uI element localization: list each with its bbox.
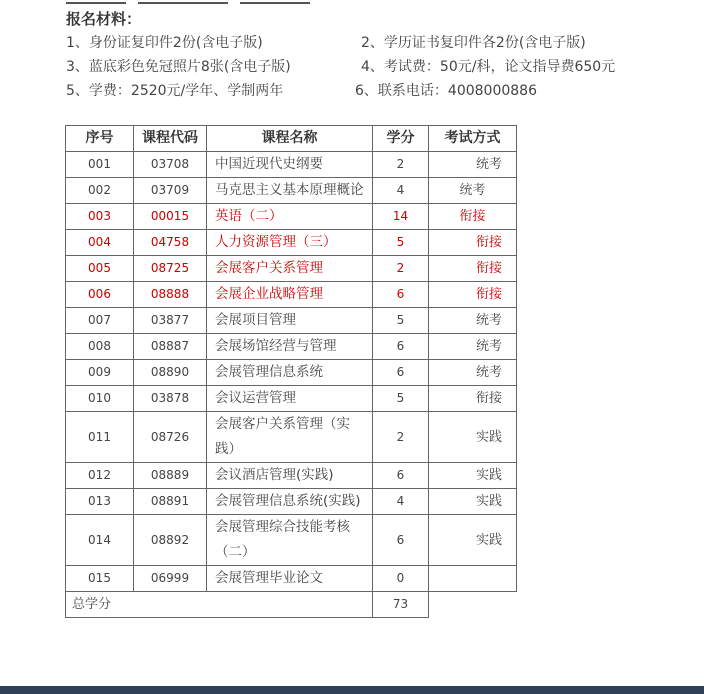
table-row (66, 386, 517, 412)
row-exam: 实践 (429, 463, 517, 489)
row-no: 015 (66, 566, 134, 592)
header-credit: 学分 (373, 126, 429, 152)
requirement-item: 5、学费：2520元/学年、学制两年 (66, 83, 284, 99)
header-no: 序号 (66, 126, 134, 152)
row-name: 英语（二） (207, 204, 373, 230)
cropped-text-fragment (66, 0, 366, 4)
header-exam: 考试方式 (429, 126, 517, 152)
row-no: 013 (66, 489, 134, 515)
row-name: 会展管理毕业论文 (207, 566, 373, 592)
requirements-title: 报名材料： (66, 10, 142, 28)
header-code: 课程代码 (134, 126, 207, 152)
row-name: 会展管理综合技能考核（二） (207, 515, 373, 566)
row-no: 001 (66, 152, 134, 178)
row-name: 会议运营管理 (207, 386, 373, 412)
row-exam: 实践 (429, 412, 517, 463)
row-no: 012 (66, 463, 134, 489)
row-credit: 5 (373, 230, 429, 256)
row-code: 04758 (134, 230, 207, 256)
row-no: 008 (66, 334, 134, 360)
row-exam: 实践 (429, 489, 517, 515)
row-no: 011 (66, 412, 134, 463)
row-credit: 2 (373, 256, 429, 282)
table-row (66, 230, 517, 256)
row-credit: 0 (373, 566, 429, 592)
total-empty-cell (429, 592, 517, 618)
row-name: 会议酒店管理(实践) (207, 463, 373, 489)
row-code: 06999 (134, 566, 207, 592)
table-row (66, 515, 517, 566)
table-row (66, 334, 517, 360)
row-code: 08889 (134, 463, 207, 489)
row-exam: 衔接 (429, 386, 517, 412)
table-row (66, 152, 517, 178)
row-code: 08888 (134, 282, 207, 308)
row-exam: 衔接 (429, 204, 517, 230)
row-name: 中国近现代史纲要 (207, 152, 373, 178)
row-exam: 统考 (429, 178, 517, 204)
row-code: 08725 (134, 256, 207, 282)
table-row (66, 282, 517, 308)
row-credit: 6 (373, 334, 429, 360)
row-credit: 4 (373, 489, 429, 515)
row-credit: 14 (373, 204, 429, 230)
table-row (66, 308, 517, 334)
row-credit: 6 (373, 463, 429, 489)
requirement-item: 6、联系电话：4008000886 (355, 83, 537, 99)
row-name: 会展企业战略管理 (207, 282, 373, 308)
row-no: 002 (66, 178, 134, 204)
row-code: 08891 (134, 489, 207, 515)
row-credit: 5 (373, 386, 429, 412)
row-name: 会展场馆经营与管理 (207, 334, 373, 360)
row-no: 006 (66, 282, 134, 308)
row-exam: 统考 (429, 152, 517, 178)
row-no: 003 (66, 204, 134, 230)
row-code: 00015 (134, 204, 207, 230)
row-credit: 4 (373, 178, 429, 204)
row-name: 会展客户关系管理（实践） (207, 412, 373, 463)
row-code: 08887 (134, 334, 207, 360)
row-exam: 实践 (429, 515, 517, 566)
row-no: 010 (66, 386, 134, 412)
row-credit: 2 (373, 412, 429, 463)
table-header-row (66, 126, 517, 152)
row-credit: 2 (373, 152, 429, 178)
total-credit: 73 (373, 592, 429, 618)
requirement-item: 2、学历证书复印件各2份(含电子版) (361, 35, 586, 51)
row-code: 03709 (134, 178, 207, 204)
total-label: 总学分 (66, 592, 373, 618)
row-name: 人力资源管理（三） (207, 230, 373, 256)
row-no: 005 (66, 256, 134, 282)
table-row (66, 489, 517, 515)
row-credit: 5 (373, 308, 429, 334)
row-no: 007 (66, 308, 134, 334)
footer-bar (0, 686, 704, 694)
row-exam: 衔接 (429, 282, 517, 308)
row-code: 03878 (134, 386, 207, 412)
row-name: 会展项目管理 (207, 308, 373, 334)
row-code: 08890 (134, 360, 207, 386)
row-credit: 6 (373, 282, 429, 308)
table-row (66, 412, 517, 463)
row-code: 03877 (134, 308, 207, 334)
row-no: 014 (66, 515, 134, 566)
row-exam: 衔接 (429, 230, 517, 256)
requirement-item: 4、考试费：50元/科，论文指导费650元 (361, 59, 616, 75)
row-name: 会展管理信息系统(实践) (207, 489, 373, 515)
row-name: 会展管理信息系统 (207, 360, 373, 386)
requirement-item: 3、蓝底彩色免冠照片8张(含电子版) (66, 59, 291, 75)
row-credit: 6 (373, 360, 429, 386)
table-row (66, 178, 517, 204)
table-row (66, 566, 517, 592)
table-row (66, 360, 517, 386)
row-code: 03708 (134, 152, 207, 178)
row-credit: 6 (373, 515, 429, 566)
row-code: 08726 (134, 412, 207, 463)
table-row (66, 204, 517, 230)
row-name: 会展客户关系管理 (207, 256, 373, 282)
total-row (66, 592, 517, 618)
table-row (66, 256, 517, 282)
row-code: 08892 (134, 515, 207, 566)
row-exam: 统考 (429, 308, 517, 334)
requirement-item: 1、身份证复印件2份(含电子版) (66, 35, 263, 51)
row-no: 004 (66, 230, 134, 256)
row-exam: 统考 (429, 334, 517, 360)
row-exam: 衔接 (429, 256, 517, 282)
row-name: 马克思主义基本原理概论 (207, 178, 373, 204)
row-exam: 统考 (429, 360, 517, 386)
row-no: 009 (66, 360, 134, 386)
row-exam (429, 566, 517, 592)
header-name: 课程名称 (207, 126, 373, 152)
course-table (65, 125, 517, 618)
table-row (66, 463, 517, 489)
